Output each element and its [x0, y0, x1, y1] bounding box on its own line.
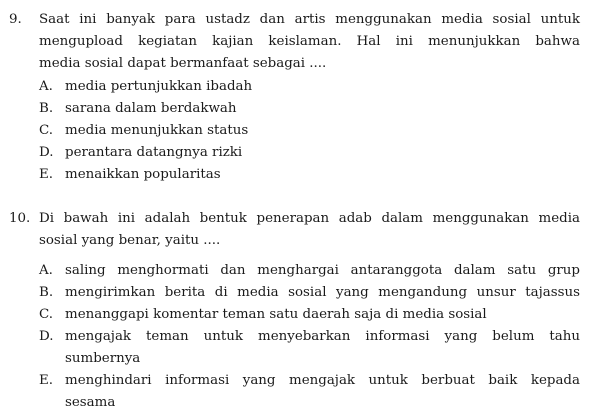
question-number: 9.	[9, 12, 22, 27]
option-letter: C.	[39, 123, 54, 138]
option-text: sarana dalam berdakwah	[65, 101, 237, 116]
option-letter: E.	[39, 167, 54, 182]
option-letter: D.	[39, 145, 54, 160]
question-stem-line: Di bawah ini adalah bentuk penerapan adab dalam menggunakan media	[39, 211, 580, 226]
option-letter: C.	[39, 307, 54, 322]
option-text: menghindari informasi yang mengajak untuk berbuat baik kepada	[65, 373, 580, 388]
option-text-continuation: sumbernya	[65, 351, 141, 366]
option-letter: B.	[39, 101, 54, 116]
question-stem-line: sosial yang benar, yaitu ....	[39, 233, 221, 248]
option-text: media menunjukkan status	[65, 123, 249, 138]
option-letter: A.	[39, 79, 53, 94]
question-stem-line: mengupload kegiatan kajian keislaman. Hal ini menunjukkan bahwa	[39, 34, 580, 49]
option-text: menaikkan popularitas	[65, 167, 221, 182]
option-text: mengirimkan berita di media sosial yang mengandung unsur tajassus	[65, 285, 580, 300]
option-letter: A.	[39, 263, 53, 278]
option-text: mengajak teman untuk menyebarkan informasi yang belum tahu	[65, 329, 580, 344]
question-number: 10.	[9, 211, 31, 226]
option-text: menanggapi komentar teman satu daerah saja di media sosial	[65, 307, 487, 322]
option-letter: D.	[39, 329, 54, 344]
option-letter: E.	[39, 373, 54, 388]
question-stem-line: media sosial dapat bermanfaat sebagai ....	[39, 56, 327, 71]
question-stem-line: Saat ini banyak para ustadz dan artis menggunakan media sosial untuk	[39, 12, 580, 27]
option-text-continuation: sesama	[65, 395, 116, 410]
option-text: saling menghormati dan menghargai antaranggota dalam satu grup	[65, 263, 580, 278]
option-letter: B.	[39, 285, 54, 300]
option-text: perantara datangnya rizki	[65, 145, 243, 160]
option-text: media pertunjukkan ibadah	[65, 79, 253, 94]
